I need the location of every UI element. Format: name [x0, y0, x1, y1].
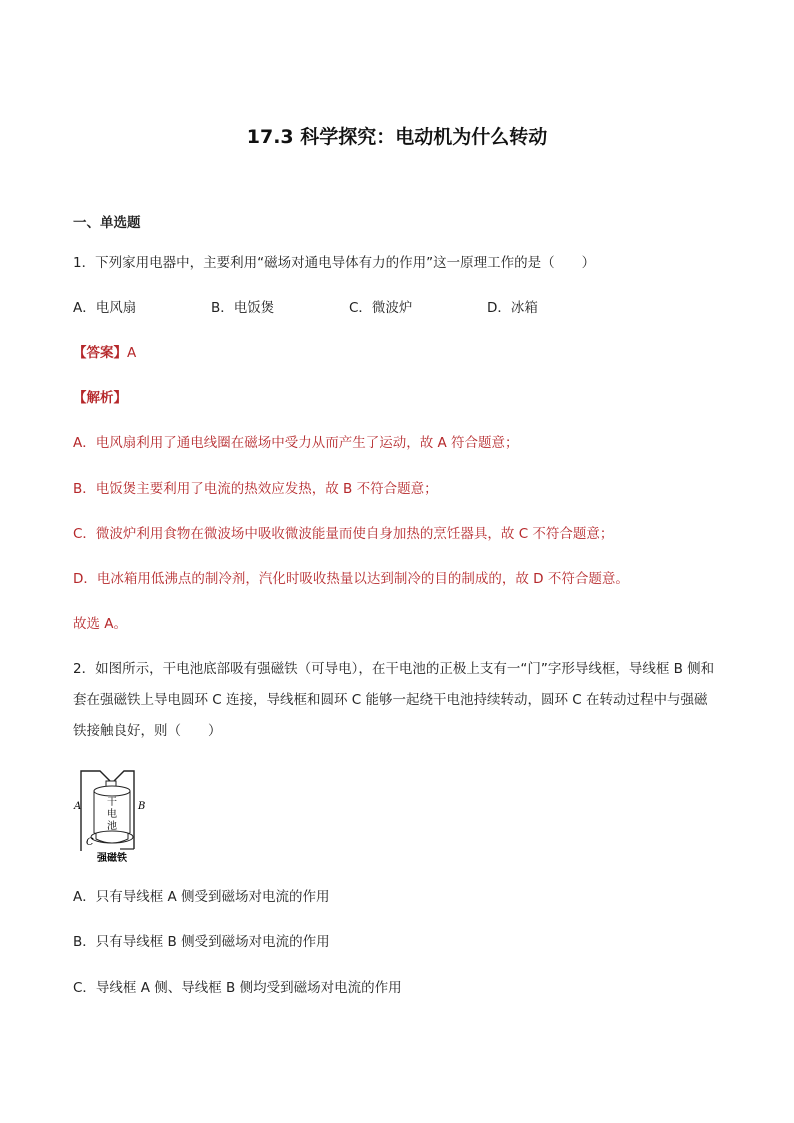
section-heading: 一、单选题 — [73, 215, 141, 231]
answer-value: A — [127, 345, 137, 361]
q2-stem-line-1: 2．如图所示，干电池底部吸有强磁铁（可导电），在干电池的正极上支有一“门”字形导线框，导线框 B 侧和 — [73, 661, 715, 677]
analysis-line-b: B．电饭煲主要利用了电流的热效应发热，故 B 不符合题意； — [73, 481, 438, 497]
battery-label-3: 池 — [107, 821, 117, 832]
analysis-tag: 【解析】 — [73, 390, 127, 406]
answer-tag: 【答案】 — [73, 345, 127, 361]
battery-label-2: 电 — [107, 809, 117, 820]
battery-label-1: 干 — [107, 797, 117, 808]
q2-stem-line-2: 套在强磁铁上导电圆环 C 连接，导线框和圆环 C 能够一起绕干电池持续转动，圆环 C 在转动过程中与强磁 — [73, 692, 708, 708]
analysis-conclusion: 故选 A。 — [73, 616, 128, 632]
label-a: A — [74, 801, 82, 812]
q2-stem-line-3: 铁接触良好，则（ ） — [73, 723, 222, 739]
q1-option-a: A．电风扇 — [73, 300, 137, 316]
battery-motor-diagram — [72, 765, 156, 863]
q2-option-b: B．只有导线框 B 侧受到磁场对电流的作用 — [73, 934, 330, 950]
figure-caption: 强磁铁 — [97, 853, 127, 863]
q1-option-c: C．微波炉 — [349, 300, 413, 316]
q1-option-b: B．电饭煲 — [211, 300, 275, 316]
q1-stem: 1．下列家用电器中，主要利用“磁场对通电导体有力的作用”这一原理工作的是（ ） — [73, 255, 596, 271]
q1-answer — [73, 344, 136, 362]
label-b: B — [138, 801, 146, 812]
q1-option-d: D．冰箱 — [487, 300, 538, 316]
battery-motor-figure — [72, 765, 156, 863]
analysis-line-d: D．电冰箱用低沸点的制冷剂，汽化时吸收热量以达到制冷的目的制成的，故 D 不符合题意。 — [73, 571, 629, 587]
q2-option-a: A．只有导线框 A 侧受到磁场对电流的作用 — [73, 889, 330, 905]
label-c: C — [86, 837, 94, 848]
analysis-line-a: A．电风扇利用了通电线圈在磁场中受力从而产生了运动，故 A 符合题意； — [73, 435, 519, 451]
q2-option-c: C．导线框 A 侧、导线框 B 侧均受到磁场对电流的作用 — [73, 980, 402, 996]
page-title: 17.3 科学探究：电动机为什么转动 — [246, 126, 548, 148]
analysis-line-c: C．微波炉利用食物在微波场中吸收微波能量而使自身加热的烹饪器具，故 C 不符合题意； — [73, 526, 614, 542]
